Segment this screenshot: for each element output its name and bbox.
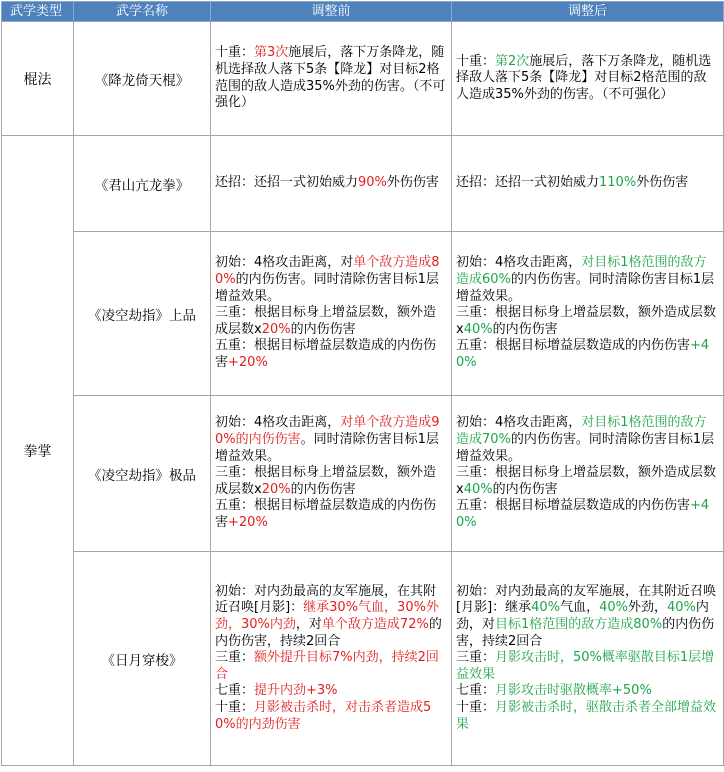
- desc-text: 十重：: [215, 45, 255, 61]
- balance-change-table: [1, 1, 724, 766]
- category-staff: 棍法: [2, 22, 74, 136]
- desc-text: ，对: [295, 617, 322, 633]
- desc-text: 三重：根据目标身上增益层数，额外造成层数x: [215, 305, 437, 337]
- desc-text: 十重：: [456, 53, 496, 69]
- highlight-text: 第3次: [254, 45, 289, 61]
- desc-text: 五重：根据目标增益层数造成的内伤伤害: [456, 338, 691, 354]
- desc-after: [452, 232, 724, 396]
- desc-line: [456, 175, 719, 192]
- desc-text: 还招：还招一式初始威力: [215, 175, 359, 191]
- highlight-text: 对单个敌方造成90%的内伤伤害: [215, 415, 440, 448]
- skill-name: 《凌空劫指》极品: [74, 396, 211, 552]
- desc-after: [452, 552, 724, 766]
- desc-line: [215, 45, 447, 111]
- highlight-text: 110%: [599, 175, 637, 191]
- highlight-text: 40%: [463, 481, 493, 497]
- desc-line: [215, 338, 447, 371]
- desc-text: 的内伤伤害。同时清除伤害目标1层增益效果。: [456, 432, 715, 464]
- desc-text: 内劲，对: [456, 600, 709, 633]
- highlight-text: 提升内劲+3%: [254, 683, 338, 699]
- desc-line: [456, 584, 719, 650]
- highlight-text: +40%: [456, 338, 710, 370]
- desc-line: [215, 415, 447, 465]
- highlight-text: 20%: [261, 481, 291, 497]
- desc-before: [211, 136, 452, 232]
- skill-name: 《凌空劫指》上品: [74, 232, 211, 396]
- desc-line: [456, 465, 719, 498]
- desc-text: 的内伤伤害: [492, 481, 558, 497]
- highlight-text: 对目标1格范围的敌方造成70%: [456, 415, 707, 448]
- highlight-text: 20%: [261, 321, 291, 337]
- skill-name: 《君山亢龙拳》: [74, 136, 211, 232]
- highlight-text: +20%: [228, 354, 268, 370]
- highlight-text: 40%: [531, 600, 561, 616]
- skill-name: 《降龙倚天棍》: [74, 22, 211, 136]
- desc-text: 的内伤伤害: [492, 321, 558, 337]
- highlight-text: 单个敌方造成72%: [321, 617, 429, 633]
- desc-after: [452, 22, 724, 136]
- desc-text: 的内伤伤害，持续2回合: [215, 617, 442, 649]
- highlight-text: 继承30%气血，30%外劲，30%内劲: [215, 600, 439, 633]
- desc-line: [215, 650, 447, 683]
- desc-text: 七重：: [456, 683, 496, 699]
- desc-line: [215, 683, 447, 700]
- desc-line: [456, 305, 719, 338]
- desc-line: [215, 305, 447, 338]
- skill-name: 《日月穿梭》: [74, 552, 211, 766]
- desc-line: [215, 584, 447, 650]
- desc-line: [215, 175, 447, 192]
- desc-line: [456, 498, 719, 531]
- desc-text: 初始：对内劲最高的友军施展，在其附近召唤[月影]：继承: [456, 583, 717, 616]
- desc-text: 三重：根据目标身上增益层数，额外造成层数x: [215, 465, 437, 497]
- highlight-text: 40%: [599, 600, 628, 616]
- desc-text: 外伤伤害: [386, 175, 439, 191]
- desc-text: 初始：4格攻击距离，: [215, 415, 341, 431]
- desc-text: 外劲，: [627, 600, 667, 616]
- highlight-text: 月影被击杀时，驱散击杀者全部增益效果: [456, 699, 717, 732]
- desc-text: 五重：根据目标增益层数造成的内伤伤害: [215, 338, 437, 370]
- desc-line: [456, 650, 719, 683]
- header-before: 调整前: [211, 2, 452, 22]
- header-after: 调整后: [452, 2, 724, 22]
- desc-text: 初始：4格攻击距离，对: [215, 255, 354, 271]
- desc-line: [215, 498, 447, 531]
- desc-line: [456, 683, 719, 700]
- highlight-text: +40%: [456, 498, 710, 530]
- table-row: [2, 396, 724, 552]
- category-fist: 拳掌: [2, 136, 74, 766]
- table-row: [2, 136, 724, 232]
- highlight-text: 额外提升目标7%内劲，持续2回合: [215, 650, 439, 682]
- desc-text: 三重：: [215, 650, 255, 666]
- highlight-text: 对目标1格范围的敌方造成60%: [456, 255, 707, 288]
- highlight-text: 月影攻击时，50%概率驱散目标1层增益效果: [456, 650, 715, 682]
- header-name: 武学名称: [74, 2, 211, 22]
- desc-text: 初始：4格攻击距离，: [456, 415, 582, 431]
- desc-text: 。同时清除伤害目标1层增益效果。: [215, 432, 439, 464]
- desc-text: 十重：: [215, 699, 255, 715]
- desc-text: 的内伤伤害: [290, 481, 356, 497]
- desc-line: [215, 255, 447, 305]
- desc-text: 三重：: [456, 650, 496, 666]
- desc-text: 气血，: [560, 600, 600, 616]
- desc-line: [456, 415, 719, 465]
- desc-line: [456, 255, 719, 305]
- desc-text: 十重：: [456, 699, 496, 715]
- highlight-text: 40%: [463, 321, 493, 337]
- desc-text: 初始：4格攻击距离，: [456, 255, 582, 271]
- desc-text: 还招：还招一式初始威力: [456, 175, 600, 191]
- highlight-text: 90%: [358, 175, 387, 191]
- desc-text: 初始：对内劲最高的友军施展，在其附近召唤[月影]：: [215, 583, 437, 616]
- desc-line: [456, 54, 719, 104]
- highlight-text: 月影攻击时驱散概率+50%: [495, 683, 652, 699]
- desc-after: [452, 396, 724, 552]
- highlight-text: 目标1格范围的敌方造成80%: [495, 617, 663, 633]
- desc-before: [211, 552, 452, 766]
- desc-text: 七重：: [215, 683, 255, 699]
- desc-text: 外伤伤害: [636, 175, 689, 191]
- desc-text: 的内伤伤害。同时清除伤害目标1层增益效果。: [456, 272, 715, 304]
- desc-line: [215, 700, 447, 733]
- desc-text: 施展后，落下万条降龙，随机选择敌人落下5条【降龙】对目标2格范围的敌人造成35%外劲的伤害。（不可强化）: [215, 45, 446, 111]
- desc-text: 的内伤伤害: [290, 321, 356, 337]
- desc-text: 五重：根据目标增益层数造成的内伤伤害: [215, 498, 437, 530]
- desc-text: 三重：根据目标身上增益层数，额外造成层数x: [456, 465, 717, 497]
- desc-before: [211, 396, 452, 552]
- desc-text: 五重：根据目标增益层数造成的内伤伤害: [456, 498, 691, 514]
- desc-text: 施展后，落下万条降龙，随机选择敌人落下5条【降龙】对目标2格范围的敌人造成35%外劲的伤害。（不可强化）: [456, 53, 712, 102]
- desc-before: [211, 22, 452, 136]
- highlight-text: 第2次: [495, 53, 530, 69]
- desc-line: [215, 465, 447, 498]
- highlight-text: 40%: [667, 600, 696, 616]
- desc-line: [456, 338, 719, 371]
- highlight-text: 月影被击杀时，对击杀者造成50%的内劲伤害: [215, 699, 432, 732]
- desc-text: 的内伤伤害，持续2回合: [456, 617, 715, 649]
- highlight-text: 单个敌方造成80%: [215, 255, 440, 288]
- desc-after: [452, 136, 724, 232]
- header-row: [2, 2, 724, 22]
- desc-line: [456, 700, 719, 733]
- table-row: [2, 552, 724, 766]
- table-row: [2, 232, 724, 396]
- desc-text: 的内伤伤害。同时清除伤害目标1层增益效果。: [215, 272, 439, 304]
- table-row: [2, 22, 724, 136]
- header-type: 武学类型: [2, 2, 74, 22]
- desc-text: 三重：根据目标身上增益层数，额外造成层数x: [456, 305, 717, 337]
- highlight-text: +20%: [228, 514, 268, 530]
- desc-before: [211, 232, 452, 396]
